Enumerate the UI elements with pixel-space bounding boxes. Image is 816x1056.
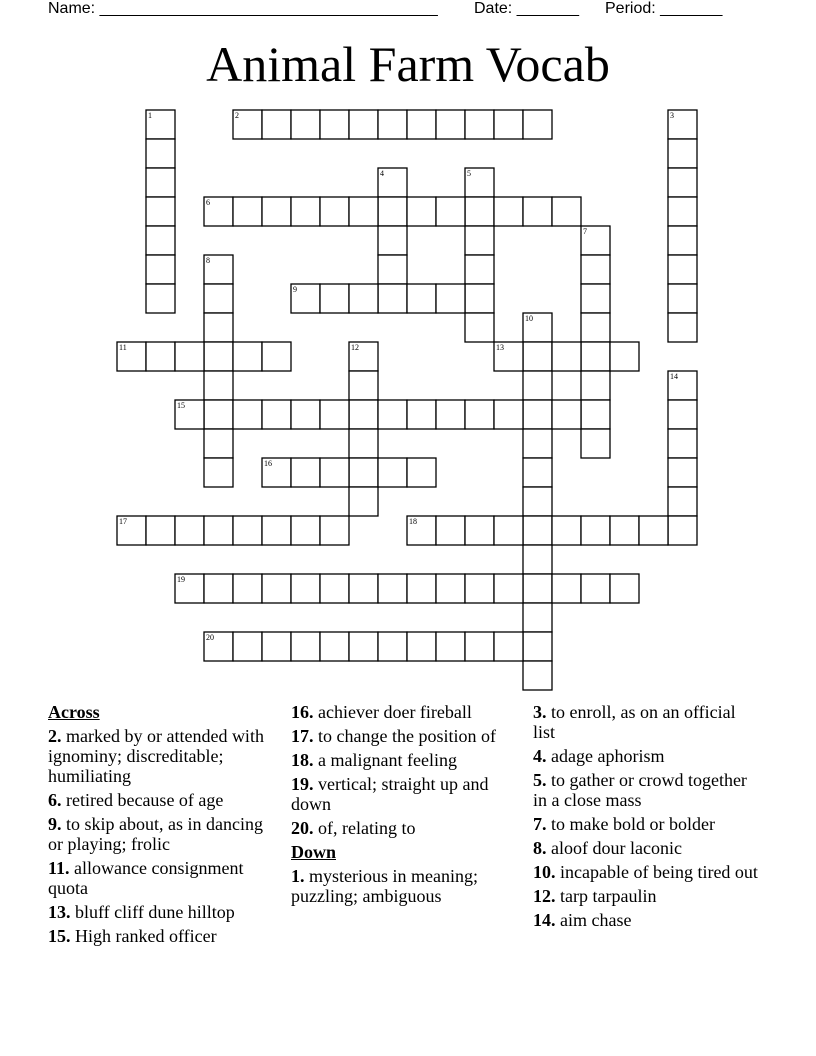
- down-clue: [533, 862, 761, 882]
- grid-cell[interactable]: [378, 400, 407, 429]
- down-clue: [533, 838, 761, 858]
- grid-cell[interactable]: [320, 632, 349, 661]
- clue-number-label: 2.: [48, 726, 62, 746]
- grid-cell[interactable]: [581, 284, 610, 313]
- grid-cell[interactable]: [668, 226, 697, 255]
- across-clue: [48, 790, 278, 810]
- grid-cell[interactable]: [233, 342, 262, 371]
- grid-cell[interactable]: [146, 139, 175, 168]
- grid-cell[interactable]: [668, 458, 697, 487]
- clue-number: 6: [206, 198, 210, 207]
- grid-cell[interactable]: [407, 400, 436, 429]
- clue-text: achiever doer fireball: [313, 702, 472, 722]
- grid-cell[interactable]: [552, 516, 581, 545]
- grid-cell[interactable]: [668, 313, 697, 342]
- grid-cell[interactable]: [465, 400, 494, 429]
- grid-cell[interactable]: [291, 110, 320, 139]
- clue-number-label: 18.: [291, 750, 314, 770]
- grid-cell[interactable]: [407, 110, 436, 139]
- clue-number-label: 19.: [291, 774, 314, 794]
- grid-cell[interactable]: [523, 429, 552, 458]
- grid-cell[interactable]: [465, 197, 494, 226]
- clue-number-label: 11.: [48, 858, 70, 878]
- clue-number: 10: [525, 314, 533, 323]
- grid-cell[interactable]: [668, 139, 697, 168]
- grid-cell[interactable]: [378, 574, 407, 603]
- grid-cell[interactable]: [204, 342, 233, 371]
- grid-cell[interactable]: [668, 197, 697, 226]
- clue-number: 4: [380, 169, 384, 178]
- clue-text: of, relating to: [313, 818, 416, 838]
- grid-cell[interactable]: [639, 516, 668, 545]
- clue-number: 13: [496, 343, 504, 352]
- down-clue: [533, 910, 761, 930]
- grid-cell[interactable]: [407, 632, 436, 661]
- grid-cell[interactable]: [146, 284, 175, 313]
- grid-cell[interactable]: [581, 400, 610, 429]
- clue-number-label: 8.: [533, 838, 547, 858]
- grid-cell[interactable]: [465, 226, 494, 255]
- grid-cell[interactable]: [494, 400, 523, 429]
- clue-number-label: 6.: [48, 790, 62, 810]
- grid-cell[interactable]: [552, 400, 581, 429]
- clue-number: 18: [409, 517, 417, 526]
- clue-number: 17: [119, 517, 127, 526]
- grid-cell[interactable]: [146, 168, 175, 197]
- grid-cell[interactable]: [262, 574, 291, 603]
- grid-cell[interactable]: [523, 603, 552, 632]
- clue-text: allowance consignment quota: [48, 858, 244, 898]
- grid-cell[interactable]: [291, 458, 320, 487]
- grid-cell[interactable]: [262, 342, 291, 371]
- grid-cell[interactable]: [146, 342, 175, 371]
- clue-number-label: 4.: [533, 746, 547, 766]
- grid-cell[interactable]: [378, 632, 407, 661]
- across-clues-column: [48, 702, 278, 950]
- period-field[interactable]: Period: _______: [605, 0, 723, 17]
- clue-text: to skip about, as in dancing or playing; frolic: [48, 814, 263, 854]
- grid-cell[interactable]: [407, 197, 436, 226]
- down-clue: [533, 746, 761, 766]
- down-clue: [533, 702, 761, 742]
- grid-cell[interactable]: [465, 110, 494, 139]
- grid-cell[interactable]: [378, 110, 407, 139]
- clue-number: 1: [148, 111, 152, 120]
- grid-cell[interactable]: [262, 400, 291, 429]
- clue-number: 19: [177, 575, 185, 584]
- grid-cell[interactable]: [494, 574, 523, 603]
- grid-cell[interactable]: [407, 458, 436, 487]
- grid-cell[interactable]: [349, 110, 378, 139]
- across-clue: [291, 750, 519, 770]
- grid-cell[interactable]: [552, 342, 581, 371]
- grid-cell[interactable]: [465, 632, 494, 661]
- grid-cell[interactable]: [262, 197, 291, 226]
- clue-text: to gather or crowd together in a close mass: [533, 770, 747, 810]
- grid-cell[interactable]: [320, 400, 349, 429]
- grid-cell[interactable]: [233, 400, 262, 429]
- grid-cell[interactable]: [233, 632, 262, 661]
- across-clue: [48, 926, 278, 946]
- clue-number-label: 7.: [533, 814, 547, 834]
- grid-cell[interactable]: [291, 516, 320, 545]
- grid-cell[interactable]: [175, 516, 204, 545]
- grid-cell[interactable]: [494, 632, 523, 661]
- page-title: Animal Farm Vocab: [206, 36, 610, 92]
- grid-cell[interactable]: [349, 632, 378, 661]
- down-clue: [291, 866, 519, 906]
- clue-number: 9: [293, 285, 297, 294]
- clue-number: 16: [264, 459, 272, 468]
- grid-cell[interactable]: [610, 342, 639, 371]
- grid-cell[interactable]: [291, 400, 320, 429]
- grid-cell[interactable]: [349, 371, 378, 400]
- clue-number: 20: [206, 633, 214, 642]
- across-clue: [291, 774, 519, 814]
- grid-cell[interactable]: [581, 371, 610, 400]
- down-heading: Down: [291, 842, 337, 862]
- clue-number-label: 16.: [291, 702, 314, 722]
- grid-cell[interactable]: [204, 313, 233, 342]
- clue-text: aloof dour laconic: [546, 838, 682, 858]
- clue-number-label: 10.: [533, 862, 556, 882]
- clue-text: adage aphorism: [546, 746, 665, 766]
- clue-number-label: 1.: [291, 866, 305, 886]
- grid-cell[interactable]: [552, 574, 581, 603]
- clue-text: aim chase: [555, 910, 632, 930]
- grid-cell[interactable]: [291, 632, 320, 661]
- grid-cell[interactable]: [523, 342, 552, 371]
- clue-text: a malignant feeling: [313, 750, 457, 770]
- clue-number-label: 13.: [48, 902, 71, 922]
- grid-cell[interactable]: [523, 574, 552, 603]
- down-clue: [533, 814, 761, 834]
- grid-cell[interactable]: [465, 516, 494, 545]
- grid-cell[interactable]: [407, 574, 436, 603]
- grid-cell[interactable]: [436, 284, 465, 313]
- clue-number: 7: [583, 227, 587, 236]
- clue-text: vertical; straight up and down: [291, 774, 489, 814]
- grid-cell[interactable]: [349, 574, 378, 603]
- grid-cell[interactable]: [146, 516, 175, 545]
- clue-text: to change the position of: [313, 726, 496, 746]
- grid-cell[interactable]: [465, 313, 494, 342]
- clue-number: 8: [206, 256, 210, 265]
- grid-cell[interactable]: [146, 226, 175, 255]
- grid-cell[interactable]: [291, 574, 320, 603]
- clue-text: High ranked officer: [70, 926, 217, 946]
- grid-cell[interactable]: [233, 516, 262, 545]
- clue-number-label: 17.: [291, 726, 314, 746]
- grid-cell[interactable]: [349, 487, 378, 516]
- grid-cell[interactable]: [320, 574, 349, 603]
- clue-text: bluff cliff dune hilltop: [70, 902, 235, 922]
- grid-cell[interactable]: [668, 168, 697, 197]
- grid-cell[interactable]: [349, 458, 378, 487]
- grid-cell[interactable]: [465, 284, 494, 313]
- grid-cell[interactable]: [320, 458, 349, 487]
- grid-cell[interactable]: [146, 197, 175, 226]
- clue-number-label: 9.: [48, 814, 62, 834]
- grid-cell[interactable]: [233, 197, 262, 226]
- down-clue-list-continued: [533, 702, 761, 930]
- grid-cell[interactable]: [581, 516, 610, 545]
- clue-number-label: 3.: [533, 702, 547, 722]
- grid-cell[interactable]: [523, 632, 552, 661]
- grid-cell[interactable]: [523, 400, 552, 429]
- across-clue: [291, 726, 519, 746]
- grid-cell[interactable]: [378, 284, 407, 313]
- grid-cell[interactable]: [668, 429, 697, 458]
- grid-cell[interactable]: [378, 197, 407, 226]
- grid-cell[interactable]: [465, 255, 494, 284]
- clue-number-label: 12.: [533, 886, 556, 906]
- clue-text: tarp tarpaulin: [555, 886, 657, 906]
- across-clue: [48, 814, 278, 854]
- grid-cell[interactable]: [204, 574, 233, 603]
- across-clue-list-continued: [291, 702, 519, 838]
- grid-cell[interactable]: [175, 342, 204, 371]
- grid-cell[interactable]: [523, 516, 552, 545]
- clue-number-label: 14.: [533, 910, 556, 930]
- grid-cell[interactable]: [204, 429, 233, 458]
- grid-cell[interactable]: [494, 516, 523, 545]
- grid-cell[interactable]: [581, 574, 610, 603]
- grid-cell[interactable]: [349, 429, 378, 458]
- grid-cell[interactable]: [349, 400, 378, 429]
- clue-text: retired because of age: [61, 790, 224, 810]
- clue-number: 15: [177, 401, 185, 410]
- grid-cell[interactable]: [378, 255, 407, 284]
- grid-cell[interactable]: [668, 255, 697, 284]
- clue-number-label: 20.: [291, 818, 314, 838]
- grid-cell[interactable]: [320, 110, 349, 139]
- across-clue: [291, 818, 519, 838]
- across-clue: [291, 702, 519, 722]
- grid-cell[interactable]: [262, 110, 291, 139]
- clue-number: 11: [119, 343, 127, 352]
- grid-cell[interactable]: [523, 487, 552, 516]
- grid-cell[interactable]: [581, 313, 610, 342]
- across-clue: [48, 726, 278, 786]
- grid-cell[interactable]: [204, 371, 233, 400]
- grid-cell[interactable]: [262, 516, 291, 545]
- clue-number: 12: [351, 343, 359, 352]
- grid-cell[interactable]: [436, 110, 465, 139]
- grid-cell[interactable]: [436, 574, 465, 603]
- grid-cell[interactable]: [407, 284, 436, 313]
- grid-cell[interactable]: [436, 632, 465, 661]
- grid-cell[interactable]: [581, 255, 610, 284]
- grid-cell[interactable]: [668, 516, 697, 545]
- grid-cell[interactable]: [465, 574, 494, 603]
- grid-cell[interactable]: [610, 516, 639, 545]
- grid-cell[interactable]: [523, 197, 552, 226]
- clue-number: 2: [235, 111, 239, 120]
- grid-cell[interactable]: [494, 110, 523, 139]
- grid-cell[interactable]: [378, 458, 407, 487]
- across-clue-list: [48, 726, 278, 946]
- grid-cell[interactable]: [349, 284, 378, 313]
- grid-cell[interactable]: [581, 342, 610, 371]
- grid-cell[interactable]: [668, 487, 697, 516]
- grid-cell[interactable]: [204, 400, 233, 429]
- clue-text: marked by or attended with ignominy; discreditable; humiliating: [48, 726, 264, 786]
- grid-cell[interactable]: [320, 516, 349, 545]
- grid-cell[interactable]: [378, 226, 407, 255]
- down-clue: [533, 770, 761, 810]
- grid-cell[interactable]: [349, 197, 378, 226]
- grid-cell[interactable]: [552, 197, 581, 226]
- clue-text: to make bold or bolder: [546, 814, 715, 834]
- across-heading: Across: [48, 702, 100, 722]
- grid-cell[interactable]: [233, 574, 262, 603]
- grid-cell[interactable]: [494, 197, 523, 226]
- grid-cell[interactable]: [146, 255, 175, 284]
- grid-cell[interactable]: [581, 429, 610, 458]
- grid-cell[interactable]: [436, 197, 465, 226]
- clue-number-label: 5.: [533, 770, 547, 790]
- clue-number-label: 15.: [48, 926, 71, 946]
- across-clue: [48, 858, 278, 898]
- across-clue: [48, 902, 278, 922]
- grid-cell[interactable]: [523, 545, 552, 574]
- clue-text: to enroll, as on an official list: [533, 702, 736, 742]
- grid-cell[interactable]: [262, 632, 291, 661]
- clue-text: incapable of being tired out: [555, 862, 758, 882]
- grid-cell[interactable]: [523, 458, 552, 487]
- grid-cell[interactable]: [204, 458, 233, 487]
- grid-cell[interactable]: [320, 197, 349, 226]
- grid-cell[interactable]: [523, 371, 552, 400]
- grid-cell[interactable]: [204, 284, 233, 313]
- grid-cell[interactable]: [610, 574, 639, 603]
- grid-cell[interactable]: [291, 197, 320, 226]
- clue-number: 5: [467, 169, 471, 178]
- clue-number: 14: [670, 372, 678, 381]
- clue-text: mysterious in meaning; puzzling; ambiguous: [291, 866, 478, 906]
- grid-cell[interactable]: [668, 284, 697, 313]
- name-field[interactable]: Name: ______________________________________: [48, 0, 438, 17]
- clue-number: 3: [670, 111, 674, 120]
- right-clues-column: [533, 702, 761, 934]
- grid-cell[interactable]: [523, 661, 552, 690]
- grid-cell[interactable]: [204, 516, 233, 545]
- grid-cell[interactable]: [436, 400, 465, 429]
- grid-cell[interactable]: [668, 400, 697, 429]
- date-field[interactable]: Date: _______: [474, 0, 579, 17]
- grid-cell[interactable]: [436, 516, 465, 545]
- middle-clues-column: [291, 702, 519, 910]
- down-clue-list: [291, 866, 519, 906]
- grid-cell[interactable]: [523, 110, 552, 139]
- down-clue: [533, 886, 761, 906]
- grid-cell[interactable]: [320, 284, 349, 313]
